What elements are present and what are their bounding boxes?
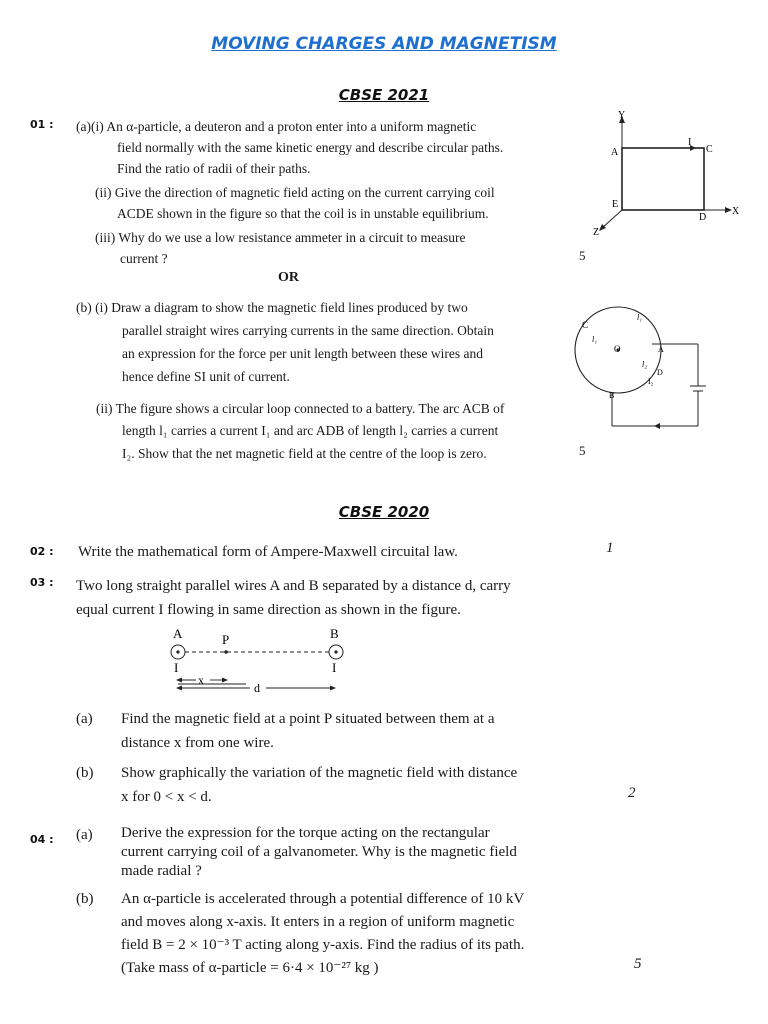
fig1-e-label: E [612, 199, 619, 210]
q03-a-label: (a) [76, 711, 93, 727]
fig2-b-label: B [609, 391, 615, 400]
fig3-i-left-label: I [174, 660, 179, 675]
q04-b-line1: An α-particle is accelerated through a potential difference of 10 kV [121, 891, 525, 907]
q03-marks: 2 [628, 785, 636, 801]
fig2-i2-label: I₂ [648, 377, 654, 386]
fig3-a-label: A [173, 626, 183, 641]
fig2-c-label: C [582, 320, 589, 330]
question-number-04: 04 : [30, 833, 54, 846]
fig3-b-label: B [330, 626, 339, 641]
q04-b-label: (b) [76, 891, 94, 907]
fig2-l2-label: l₂ [642, 360, 648, 369]
q04-a-label: (a) [76, 827, 93, 843]
q01-a-i-line2: field normally with the same kinetic energy and describe circular paths. [117, 140, 504, 155]
q01-b-ii-line1: (ii) The figure shows a circular loop connected to a battery. The arc ACB of [96, 401, 505, 416]
fig1-current-label: I [688, 137, 692, 148]
question-number-01: 01 : [30, 118, 54, 131]
q04-marks: 5 [634, 956, 642, 972]
coil-acde-figure [588, 108, 748, 244]
q01-a-marks: 5 [579, 248, 586, 263]
section-heading-cbse-2021: CBSE 2021 [338, 86, 430, 104]
q04-a-line2: current carrying coil of a galvanometer. Why is the magnetic field [121, 844, 517, 860]
fig2-l1-inner-label: l₁ [592, 335, 598, 344]
q04-b-line2: and moves along x-axis. It enters in a region of uniform magnetic [121, 914, 515, 930]
fig2-d-label: D [657, 368, 663, 377]
q03-b-line2: x for 0 < x < d. [121, 789, 212, 805]
q01-b-i-line4: hence define SI unit of current. [122, 369, 290, 384]
fig2-o-label: O [614, 344, 621, 354]
q03-b-label: (b) [76, 765, 94, 781]
fig1-x-label: X [732, 206, 740, 217]
question-number-02: 02 : [30, 545, 54, 558]
fig1-c-label: C [706, 144, 713, 155]
q01-b-ii-line3: I₂. Show that the net magnetic field at the centre of the loop is zero. [122, 446, 487, 461]
fig1-z-label: Z [593, 227, 600, 238]
q03-a-line2: distance x from one wire. [121, 735, 274, 751]
q02-text: Write the mathematical form of Ampere-Maxwell circuital law. [78, 544, 458, 560]
q03-a-line1: Find the magnetic field at a point P situated between them at a [121, 711, 495, 727]
q01-b-ii-line2: length l₁ carries a current I₁ and arc ADB of length l₂ carries a current [122, 423, 499, 438]
q01-b-marks: 5 [579, 443, 586, 458]
parallel-wires-figure [160, 622, 360, 698]
q01-a-ii-line1: (ii) Give the direction of magnetic field acting on the current carrying coil [95, 185, 495, 200]
fig1-a-label: A [611, 147, 619, 158]
q04-b-line4: (Take mass of α-particle = 6·4 × 10⁻²⁷ kg ) [121, 960, 379, 976]
q03-line2: equal current I flowing in same direction as shown in the figure. [76, 602, 461, 618]
q01-a-i-line3: Find the ratio of radii of their paths. [117, 161, 311, 176]
q01-a-ii-line2: ACDE shown in the figure so that the coil is in unstable equilibrium. [117, 206, 489, 221]
question-number-03: 03 : [30, 576, 54, 589]
q04-a-line3: made radial ? [121, 863, 202, 879]
fig3-p-label: P [222, 632, 230, 647]
circular-loop-battery-figure [566, 304, 716, 434]
q01-a-i-line1: (a)(i) An α-particle, a deuteron and a proton enter into a uniform magnetic [76, 119, 477, 134]
q01-a-iii-line1: (iii) Why do we use a low resistance ammeter in a circuit to measure [95, 230, 466, 245]
fig3-i-right-label: I [332, 660, 337, 675]
fig1-d-label: D [699, 212, 707, 223]
q01-b-i-line1: (b) (i) Draw a diagram to show the magnetic field lines produced by two [76, 300, 468, 315]
fig2-a-label: A [658, 345, 664, 354]
q03-line1: Two long straight parallel wires A and B separated by a distance d, carry [76, 578, 511, 594]
fig3-d-label: d [254, 681, 260, 695]
q02-marks: 1 [606, 540, 614, 556]
fig3-x-label: x [198, 673, 204, 687]
q04-b-line3: field B = 2 × 10⁻³ T acting along y-axis. Find the radius of its path. [121, 937, 525, 953]
or-separator: OR [278, 270, 299, 285]
q01-b-i-line3: an expression for the force per unit length between these wires and [122, 346, 483, 361]
fig2-l1-label: l₁ [637, 313, 643, 322]
q03-b-line1: Show graphically the variation of the magnetic field with distance [121, 765, 518, 781]
page-title: MOVING CHARGES AND MAGNETISM [211, 34, 557, 54]
q04-a-line1: Derive the expression for the torque acting on the rectangular [121, 825, 490, 841]
q01-b-i-line2: parallel straight wires carrying currents in the same direction. Obtain [122, 323, 494, 338]
fig1-y-label: Y [618, 110, 626, 121]
q01-a-iii-line2: current ? [120, 251, 168, 266]
section-heading-cbse-2020: CBSE 2020 [338, 503, 430, 521]
